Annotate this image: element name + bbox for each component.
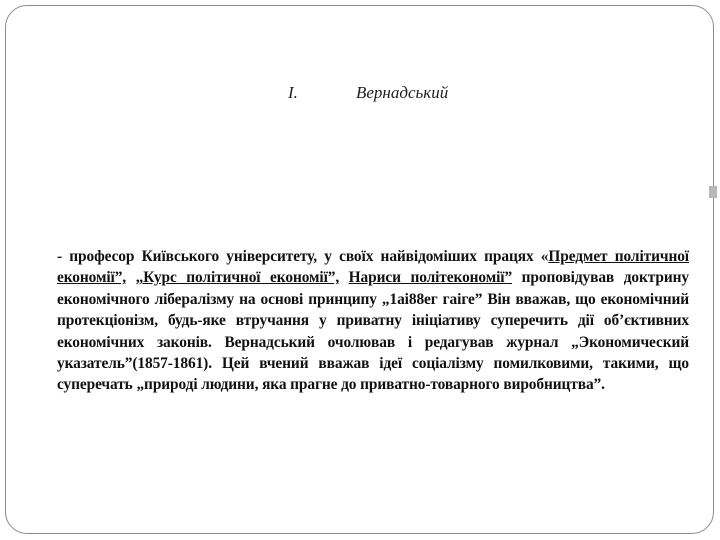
heading-number: І. [288,83,298,102]
body-text-segment [339,269,349,286]
body-paragraph [57,246,689,396]
body-text-segment [126,269,136,286]
body-text-segment: проповідував доктрину економічного лібералізму на основі принципу „1аі88ег гаіге” Він вважав, що економічний протекціонізм, будь-яке втручання у приватну ініціативу суперечить дії об’єктивних економічних законів. Вернадський очолював і редагував журнал „Экономический указатель”(1857-1861). Цей вчений вважав ідеї соціалізму помилковими, такими, що суперечать „природі людини, яка прагне до приватно-товарного виробництва”. [57,269,689,394]
work-title-kurs: „Курс політичної економії”, [135,269,340,287]
side-accent-bar [709,186,717,198]
body-text-segment: - професор Київського університету, у своїх найвідоміших працях « [57,248,549,265]
work-title-narysy: Нариси політекономії” [348,269,513,287]
heading-name: Вернадський [356,83,449,102]
work-title-predmet: Предмет політичної економії”, [57,248,689,287]
